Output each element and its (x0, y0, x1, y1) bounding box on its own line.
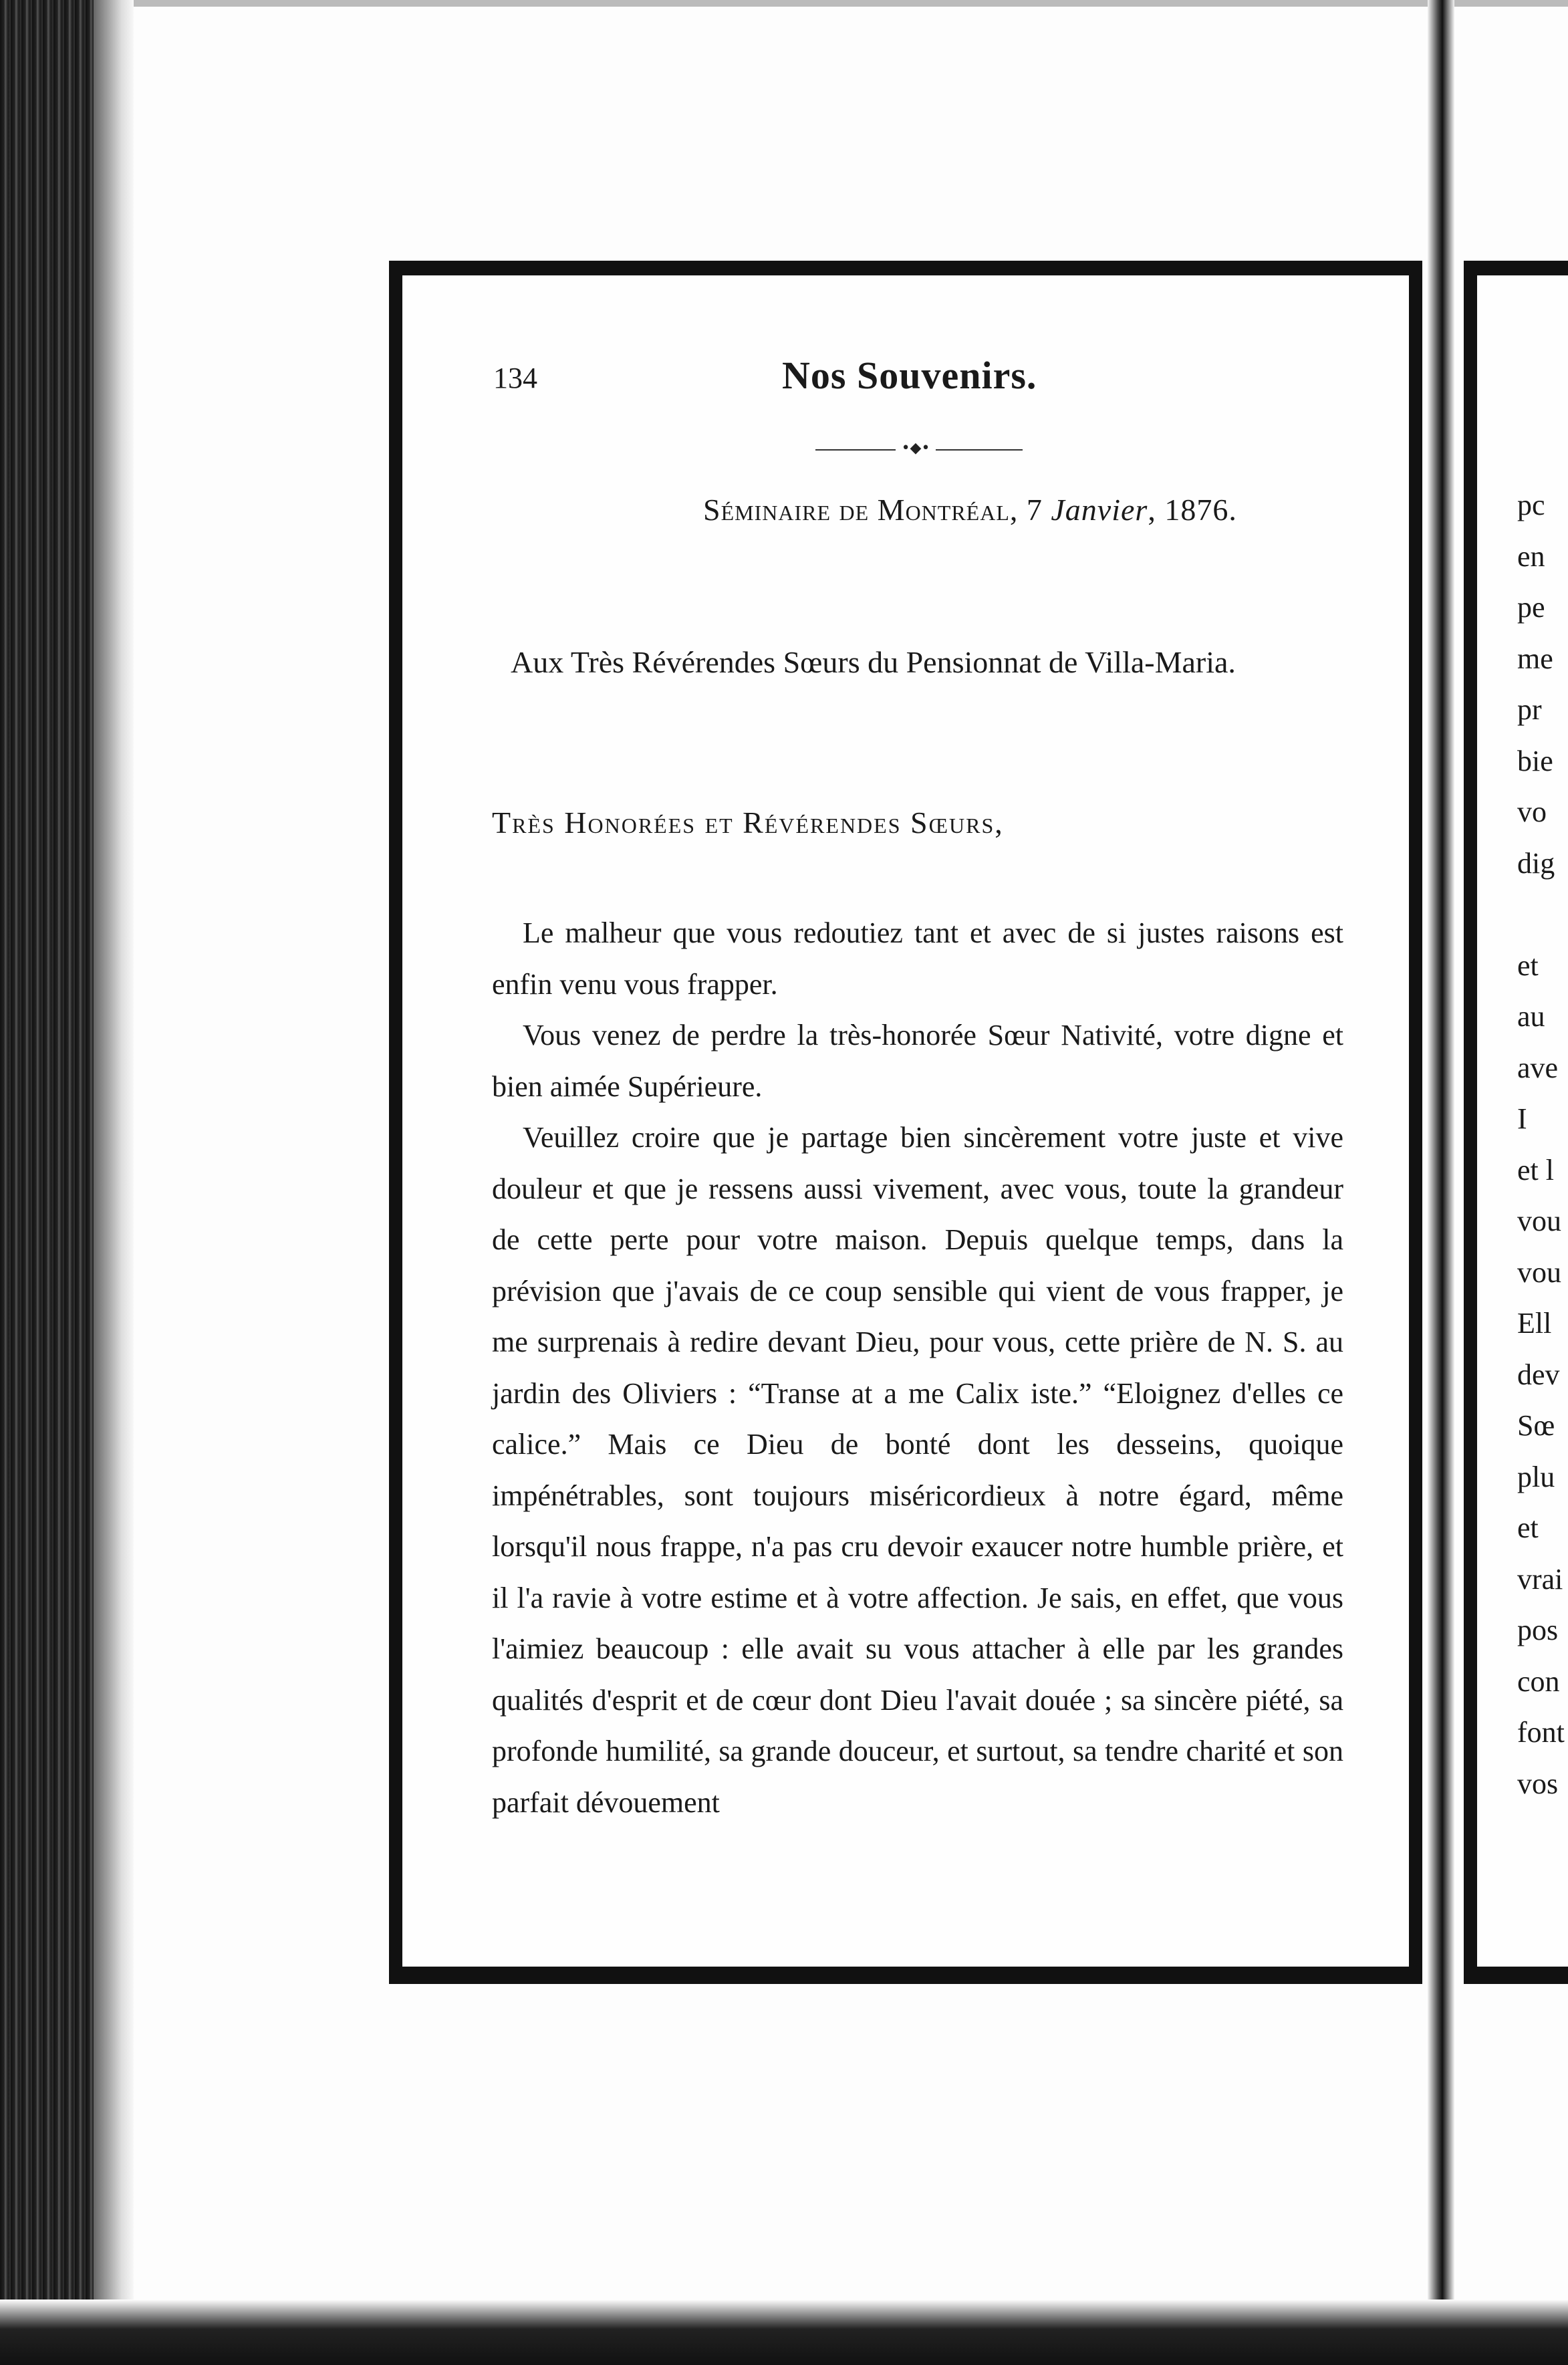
fragment-line: ave (1517, 1051, 1559, 1084)
letter-body (492, 908, 1343, 1828)
fragment-line (1517, 897, 1568, 949)
fragment-line: et (1517, 949, 1539, 982)
fragment-line: pr (1517, 693, 1542, 726)
fragment-line: vou (1517, 1205, 1561, 1237)
fragment-line: dig (1517, 846, 1555, 880)
fragment-line: et l (1517, 1153, 1554, 1187)
fragment-line: vo (1517, 795, 1547, 828)
fragment-line: en (1517, 539, 1545, 573)
next-page-fragments (1517, 488, 1568, 1818)
fragment-line: vrai (1517, 1562, 1563, 1596)
fragment-line: dev (1517, 1358, 1560, 1391)
fragment-line: I (1517, 1102, 1527, 1135)
fragment-line: pe (1517, 591, 1545, 624)
fragment-line: et (1517, 1511, 1539, 1544)
paragraph: Veuillez croire que je partage bien sincèrement votre juste et vive douleur et que je ressens aussi vivement, avec vous, toute la grandeur de cette perte pour votre maison. Depuis quelque temps, dans la prévision que j'avais de ce coup sensible qui vient de vous frapper, je me surprenais à redire devant Dieu, pour vous, cette prière de N. S. au jardin des Oliviers : “Transe at a me Calix iste.” “Eloignez d'elles ce calice.” Mais ce Dieu de bonté dont les desseins, quoique impénétrables, sont toujours miséricordieux à notre égard, même lorsqu'il nous frappe, n'a pas cru devoir exaucer notre humble prière, et il l'a ravie à votre estime et à votre affection. Je sais, en effet, que vous l'aimiez beaucoup : elle avait su vous attacher à elle par les grandes qualités d'esprit et de cœur dont Dieu l'avait douée ; sa sincère piété, sa profonde humilité, sa grande douceur, et surtout, sa tendre charité et son parfait dévouement (492, 1121, 1343, 1819)
fragment-line: pc (1517, 489, 1545, 521)
running-head: Nos Souvenirs. (782, 354, 1037, 397)
letter-salutation: Très Honorées et Révérendes Sœurs, (492, 805, 1004, 840)
fragment-line: font (1517, 1716, 1565, 1749)
fragment-line: vou (1517, 1255, 1561, 1289)
dateline (703, 492, 1237, 527)
dateline-month: Janvier (1051, 493, 1148, 527)
fragment-line: vos (1517, 1767, 1559, 1800)
fragment-line: Sœ (1517, 1409, 1555, 1442)
fragment-line: pos (1517, 1614, 1559, 1646)
page-number: 134 (493, 362, 537, 394)
fragment-line: con (1517, 1664, 1560, 1698)
paragraph: Vous venez de perdre la très-honorée Sœur Nativité, votre digne et bien aimée Supérieure. (492, 1019, 1343, 1103)
fragment-line: me (1517, 642, 1553, 675)
top-edge (134, 0, 1568, 7)
fragment-line: au (1517, 1000, 1545, 1033)
dateline-year: , 1876. (1148, 493, 1237, 527)
dateline-place: Séminaire de Montréal, 7 (703, 493, 1051, 527)
fragment-line: Ell (1517, 1307, 1552, 1340)
spine-shadow (94, 0, 134, 2365)
fragment-line: plu (1517, 1460, 1555, 1493)
bottom-edge (0, 2299, 1568, 2365)
rule-ornament: •◆• (896, 441, 936, 457)
fragment-line: bie (1517, 744, 1553, 777)
paragraph: Le malheur que vous redoutiez tant et avec de si justes raisons est enfin venu vous frapper. (492, 916, 1343, 1001)
page-gutter (1428, 0, 1454, 2320)
letter-address: Aux Très Révérendes Sœurs du Pensionnat de Villa-Maria. (511, 645, 1236, 679)
